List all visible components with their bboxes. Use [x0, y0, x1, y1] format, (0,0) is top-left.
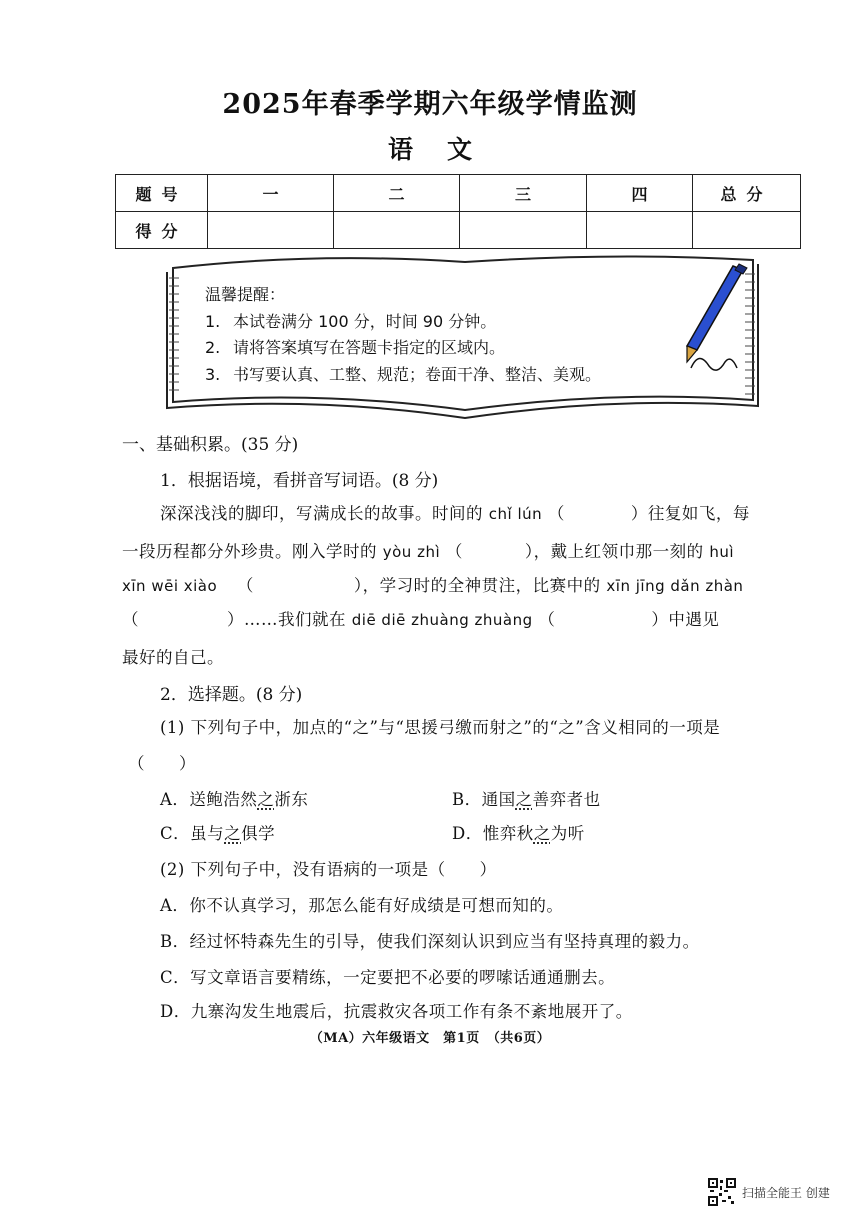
- option-d[interactable]: D．惟弈秋之为听: [452, 824, 585, 843]
- q2-sub1-blank[interactable]: （ ）: [128, 754, 196, 773]
- q2-sub2: (2) 下列句子中，没有语病的一项是（ ）: [160, 860, 497, 879]
- score-header-label: 题号: [116, 175, 208, 212]
- q2-sub1: (1) 下列句子中，加点的“之”与“思援弓缴而射之”的“之”含义相同的一项是: [160, 718, 721, 737]
- option-c[interactable]: C．虽与之俱学: [160, 824, 276, 843]
- score-header-cell: 一: [208, 175, 334, 212]
- tips-item: 1. 本试卷满分 100 分，时间 90 分钟。: [205, 311, 497, 331]
- score-blank-cell[interactable]: [587, 212, 693, 249]
- pinyin-3a: huì: [709, 543, 735, 561]
- score-row-label: 得分: [116, 212, 208, 249]
- option-b[interactable]: B．通国之善弈者也: [452, 790, 601, 809]
- question-2-heading: 2．选择题。(8 分): [160, 685, 303, 705]
- score-blank-cell[interactable]: [693, 212, 801, 249]
- q1-line-5: 最好的自己。: [122, 648, 224, 667]
- exam-title: 2025年春季学期六年级学情监测: [222, 89, 638, 120]
- score-header-cell: 总分: [693, 175, 801, 212]
- score-blank-cell[interactable]: [208, 212, 334, 249]
- tips-content: [205, 282, 601, 388]
- qr-code-icon: [708, 1178, 736, 1206]
- score-blank-cell[interactable]: [334, 212, 460, 249]
- q1-line-3: xīn wēi xiào （ ），学习时的全神贯注，比赛中的 xīn jīng dǎn zhàn: [122, 576, 744, 595]
- question-1-heading: 1．根据语境，看拼音写词语。(8 分): [160, 471, 439, 491]
- q1-line-2: 一段历程都分外珍贵。刚入学时的 yòu zhì （ ），戴上红领巾那一刻的 huì: [122, 542, 735, 561]
- tips-item: 2. 请将答案填写在答题卡指定的区域内。: [205, 338, 506, 357]
- section-heading: 一、基础积累。(35 分): [122, 435, 299, 455]
- pinyin-1: chǐ lún: [488, 505, 543, 523]
- pinyin-5: diē diē zhuàng zhuàng: [351, 611, 533, 629]
- option-2b[interactable]: B．经过怀特森先生的引导，使我们深刻认识到应当有坚持真理的毅力。: [160, 932, 700, 951]
- subject-title: 语文: [387, 135, 506, 164]
- pinyin-3b: xīn wēi xiào: [122, 577, 218, 595]
- score-header-cell: 二: [334, 175, 460, 212]
- option-2c[interactable]: C．写文章语言要精练，一定要把不必要的啰嗦话通通删去。: [160, 968, 616, 987]
- score-table: [115, 174, 801, 249]
- tips-item: 3. 书写要认真、工整、规范；卷面干净、整洁、美观。: [205, 364, 602, 384]
- option-2d[interactable]: D．九寨沟发生地震后，抗震救灾各项工作有条不紊地展开了。: [160, 1002, 633, 1021]
- option-2a[interactable]: A．你不认真学习，那怎么能有好成绩是可想而知的。: [160, 896, 564, 915]
- pinyin-4: xīn jīng dǎn zhàn: [606, 577, 744, 595]
- watermark-text: 扫描全能王 创建: [742, 1185, 830, 1200]
- option-a[interactable]: A．送鲍浩然之浙东: [160, 790, 309, 809]
- pinyin-2: yòu zhì: [382, 543, 441, 561]
- tips-title: 温馨提醒：: [205, 285, 286, 304]
- q1-line-1: 深深浅浅的脚印，写满成长的故事。时间的 chǐ lún （ ）往复如飞，每: [160, 504, 750, 523]
- score-header-cell: 四: [587, 175, 693, 212]
- score-header-cell: 三: [460, 175, 587, 212]
- page-footer: （MA）六年级语文 第1页 （共6页）: [309, 1031, 551, 1046]
- q1-line-4: （ ）……我们就在 diē diē zhuàng zhuàng （ ）中遇见: [122, 610, 720, 629]
- scanner-watermark: [708, 1178, 830, 1206]
- score-blank-cell[interactable]: [460, 212, 587, 249]
